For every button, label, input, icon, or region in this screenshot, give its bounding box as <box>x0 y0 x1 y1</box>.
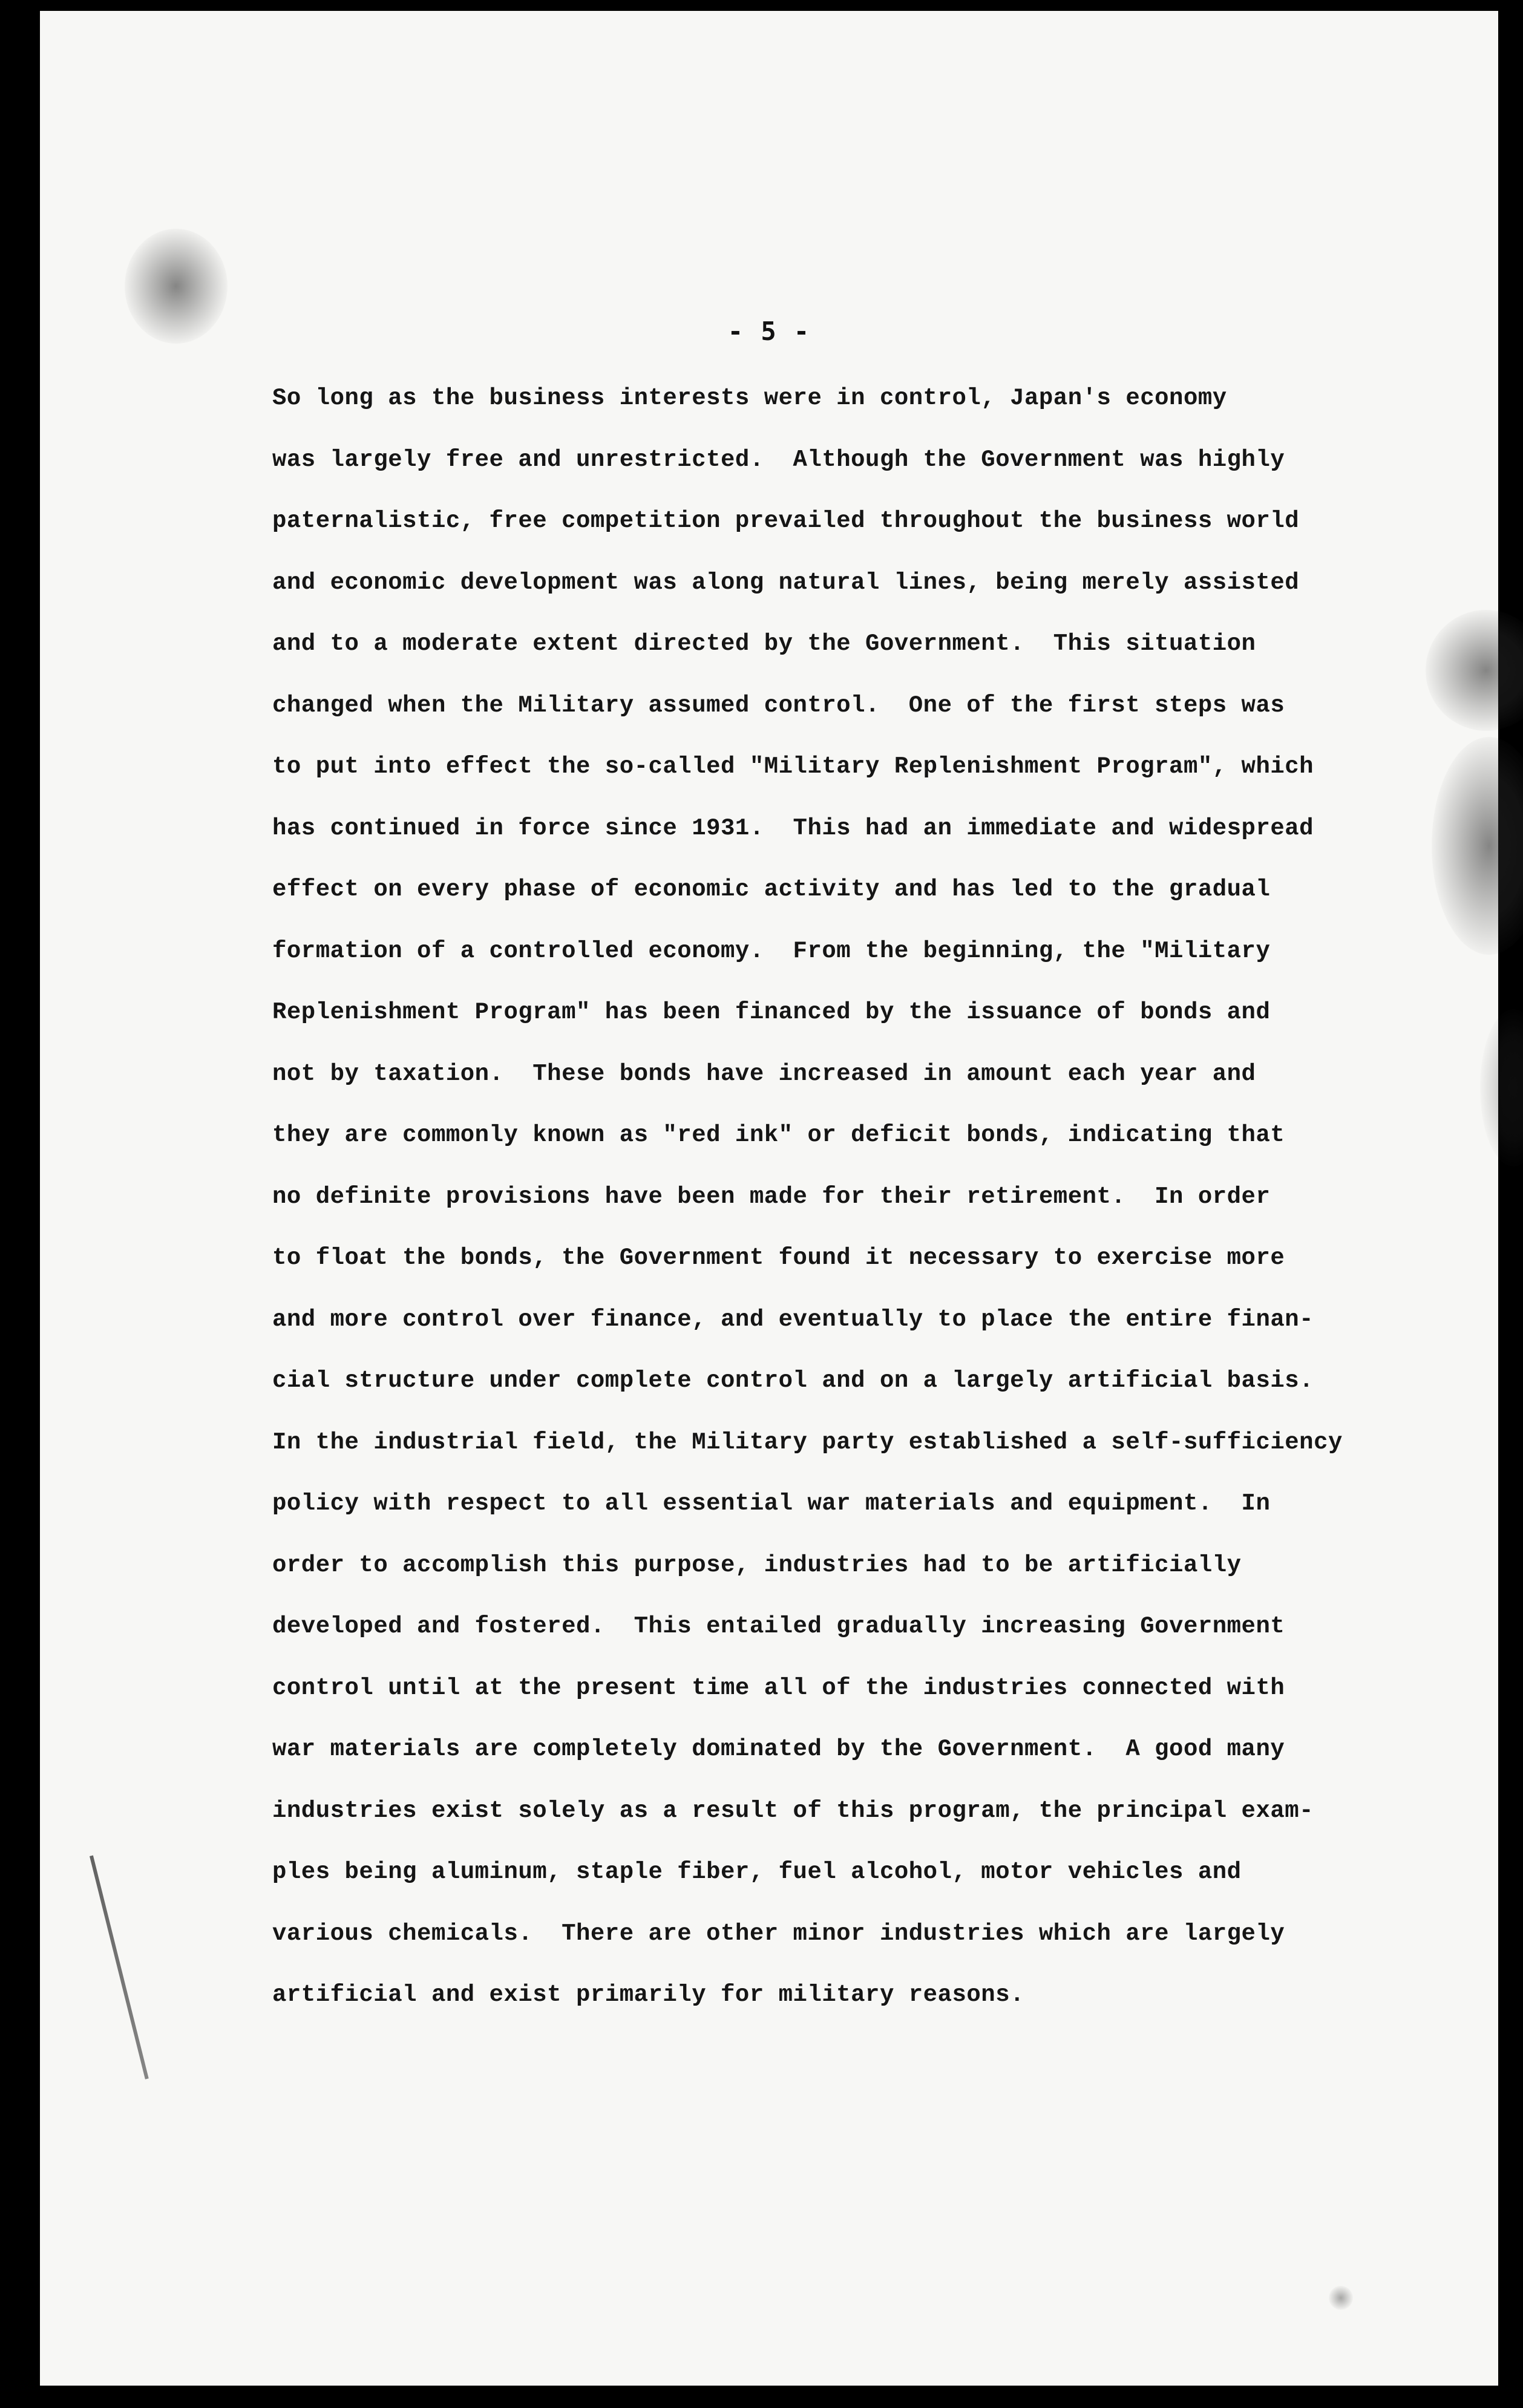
text-line: order to accomplish this purpose, industries had to be artificially <box>272 1551 1242 1579</box>
text-line: control until at the present time all of the industries connected with <box>272 1674 1285 1701</box>
scan-border <box>1498 0 1523 2408</box>
page-number: - 5 - <box>727 316 811 346</box>
body-paragraph <box>272 380 1422 2038</box>
text-line: no definite provisions have been made for their retirement. In order <box>272 1183 1271 1210</box>
pen-mark <box>90 1856 149 2079</box>
text-line: to put into effect the so-called "Military Replenishment Program", which <box>272 753 1314 780</box>
document-page <box>40 11 1498 2386</box>
text-line: they are commonly known as "red ink" or deficit bonds, indicating that <box>272 1122 1285 1148</box>
text-line: was largely free and unrestricted. Although the Government was highly <box>272 446 1285 473</box>
text-line: artificial and exist primarily for military reasons. <box>272 1981 1024 2008</box>
text-line: cial structure under complete control and on a largely artificial basis. <box>272 1367 1314 1394</box>
text-line: and to a moderate extent directed by the Government. This situation <box>272 630 1256 657</box>
text-line: not by taxation. These bonds have increased in amount each year and <box>272 1060 1256 1087</box>
text-line: developed and fostered. This entailed gradually increasing Government <box>272 1613 1285 1640</box>
text-line: to float the bonds, the Government found it necessary to exercise more <box>272 1245 1285 1271</box>
text-line: So long as the business interests were in control, Japan's economy <box>272 385 1227 411</box>
ink-smudge <box>1329 2286 1353 2310</box>
text-line: Replenishment Program" has been financed by the issuance of bonds and <box>272 999 1271 1026</box>
text-line: effect on every phase of economic activity and has led to the gradual <box>272 876 1271 903</box>
text-line: and more control over finance, and eventually to place the entire finan- <box>272 1306 1314 1333</box>
text-line: industries exist solely as a result of this program, the principal exam- <box>272 1797 1314 1824</box>
text-line: changed when the Military assumed control. One of the first steps was <box>272 692 1285 719</box>
ink-smudge <box>1426 610 1523 731</box>
ink-smudge <box>1480 1009 1523 1166</box>
text-line: various chemicals. There are other minor industries which are largely <box>272 1920 1285 1947</box>
text-line: has continued in force since 1931. This had an immediate and widespread <box>272 814 1314 842</box>
text-line: and economic development was along natural lines, being merely assisted <box>272 569 1300 596</box>
text-line: war materials are completely dominated by the Government. A good many <box>272 1736 1285 1762</box>
text-line: formation of a controlled economy. From the beginning, the "Military <box>272 937 1271 964</box>
text-line: policy with respect to all essential war materials and equipment. In <box>272 1490 1271 1517</box>
text-line: In the industrial field, the Military party established a self-sufficiency <box>272 1428 1343 1456</box>
text-line: ples being aluminum, staple fiber, fuel alcohol, motor vehicles and <box>272 1859 1242 1885</box>
ink-smudge <box>1432 737 1523 955</box>
text-line: paternalistic, free competition prevailed throughout the business world <box>272 508 1300 534</box>
